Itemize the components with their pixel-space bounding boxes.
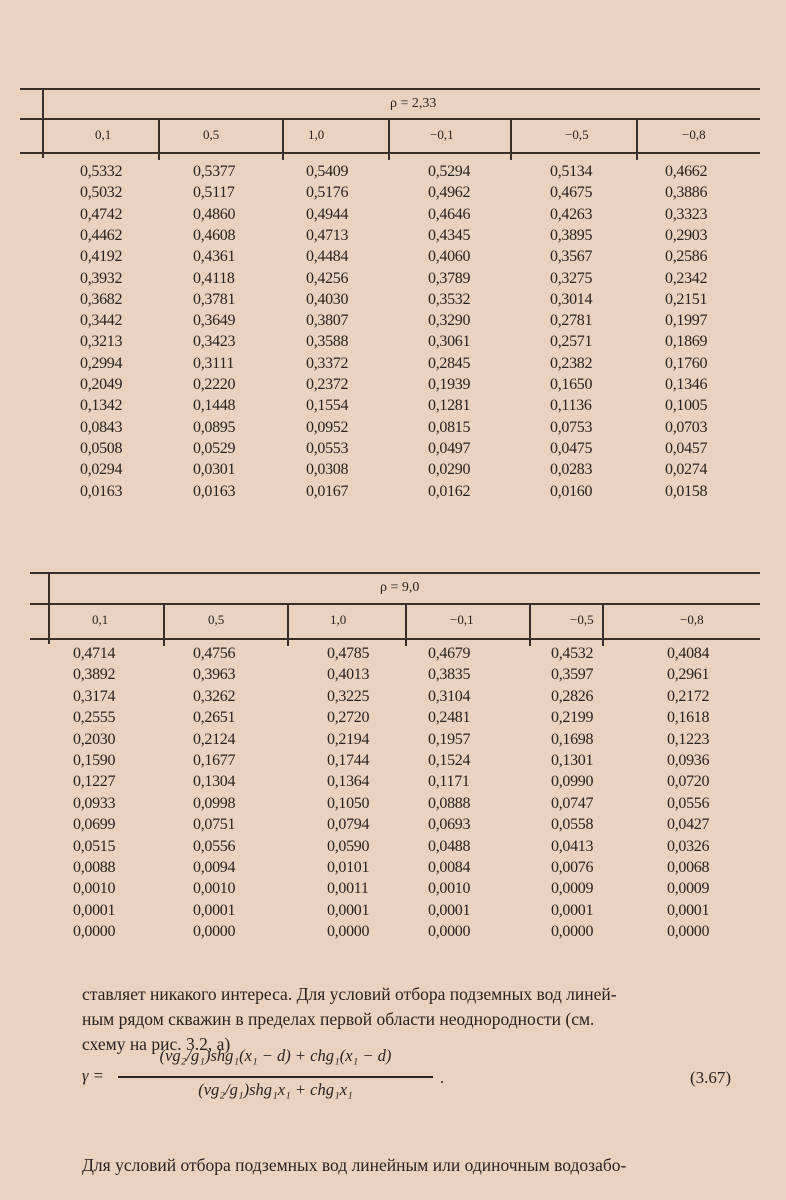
table-cell: 0,0283 [550,461,593,479]
table-rule [30,603,760,605]
table-cell: 0,4060 [428,248,471,266]
table-cell: 0,2049 [80,376,123,393]
table-cell: 0,0163 [80,482,123,500]
table-cell: 0,3275 [550,269,593,287]
table-parameter-label: ρ = 2,33 [390,96,437,111]
formula-period: . [440,1068,445,1087]
last-line: Для условий отбора подземных вод линейным или одиночным водозабо- [82,1155,627,1175]
table-cell: 0,0515 [73,837,116,855]
table-cell: 0,0301 [193,461,236,479]
table-cell: 0,2555 [73,709,116,727]
table-rule-vertical [158,118,160,160]
table-cell: 0,4013 [327,666,370,684]
table-cell: 0,2481 [428,709,471,727]
table-cell: 0,0413 [551,837,594,855]
text-line: схему на рис. 3.2, а) [82,1034,231,1054]
table-cell: 0,1448 [193,397,236,415]
table-cell: 0,0084 [428,859,471,876]
table-cell: 0,0699 [73,816,116,834]
table-cell: 0,4345 [428,226,471,244]
table-cell: 0,3225 [327,687,370,705]
table-cell: 0,0703 [665,418,708,436]
table-cell: 0,3682 [80,290,123,308]
table-cell: 0,2903 [665,226,708,244]
table-cell: 0,1050 [327,794,370,812]
table-cell: 0,3781 [193,290,236,308]
table-cell: 0,0998 [193,794,236,812]
table-cell: 0,1301 [551,752,594,769]
table-cell: 0,5032 [80,184,123,202]
table-cell: 0,2961 [667,666,710,684]
table-cell: 0,0843 [80,418,123,436]
table-cell: 0,2124 [193,730,236,748]
table-cell: 0,5134 [550,163,593,180]
table-cell: 0,0529 [193,439,236,457]
table-cell: 0,1869 [665,333,708,351]
table-cell: 0,4785 [327,645,370,662]
column-header: 0,5 [203,127,220,142]
table-cell: 0,4962 [428,184,471,202]
table-cell: 0,2220 [193,376,236,393]
table-cell: 0,3932 [80,269,123,287]
table-cell: 0,0895 [193,418,236,436]
table-rule-vertical [388,118,390,160]
fraction-bar [118,1076,433,1078]
table-cell: 0,3290 [428,312,471,330]
table-cell: 0,0009 [667,880,710,898]
table-cell: 0,2194 [327,730,370,748]
table-cell: 0,4030 [306,290,349,308]
table-cell: 0,5409 [306,163,349,180]
table-cell: 0,0508 [80,439,123,457]
table-cell: 0,1650 [550,376,593,393]
table-cell: 0,0290 [428,461,471,479]
table-cell: 0,3532 [428,290,471,308]
table-cell: 0,3588 [306,333,349,351]
table-rule-vertical [636,118,638,160]
table-cell: 0,1005 [665,397,708,415]
column-header: 1,0 [308,127,325,142]
table-rule [20,88,760,90]
table-rule-vertical [48,572,50,644]
table-cell: 0,4860 [193,205,236,223]
table-cell: 0,3014 [550,290,593,308]
table-cell: 0,1223 [667,730,710,748]
table-cell: 0,0888 [428,794,471,812]
column-header: −0,8 [680,612,704,627]
table-cell: 0,0158 [665,482,708,500]
table-cell: 0,0167 [306,482,349,500]
table-cell: 0,3061 [428,333,471,351]
table-cell: 0,4084 [667,645,710,662]
text-line: ставляет никакого интереса. Для условий отбора подземных вод линей- [82,984,617,1004]
table-cell: 0,0553 [306,439,349,457]
table-cell: 0,2172 [667,687,710,705]
table-cell: 0,1171 [428,773,470,791]
table-cell: 0,0488 [428,837,471,855]
table-cell: 0,0556 [193,837,236,855]
table-cell: 0,1677 [193,752,236,769]
table-rule [30,572,760,574]
formula-lhs: γ = [82,1066,104,1085]
column-header: −0,1 [450,612,474,627]
table-cell: 0,1342 [80,397,123,415]
table-cell: 0,2571 [550,333,593,351]
table-cell: 0,1744 [327,752,370,769]
table-rule-vertical [602,603,604,646]
table-cell: 0,0001 [73,901,116,919]
table-cell: 0,2720 [327,709,370,727]
table-cell: 0,4662 [665,163,708,180]
table-rule [30,638,760,640]
table-cell: 0,4714 [73,645,116,662]
table-cell: 0,2030 [73,730,116,748]
table-cell: 0,3174 [73,687,116,705]
table-cell: 0,0000 [327,923,370,941]
table-cell: 0,0010 [73,880,116,898]
table-cell: 0,2994 [80,354,123,372]
table-rule [20,118,760,120]
table-cell: 0,0815 [428,418,471,436]
table-cell: 0,4675 [550,184,593,202]
table-cell: 0,0308 [306,461,349,479]
table-cell: 0,0590 [327,837,370,855]
table-cell: 0,0558 [551,816,594,834]
table-cell: 0,3567 [550,248,593,266]
table-cell: 0,0427 [667,816,710,834]
table-cell: 0,3835 [428,666,471,684]
table-cell: 0,2781 [550,312,593,330]
table-cell: 0,0000 [73,923,116,941]
table-cell: 0,1304 [193,773,236,791]
table-cell: 0,5176 [306,184,349,202]
formula-numerator: (νg₂/g₁)shg₁(x₁ − d) + chg₁(x₁ − d) [159,1046,392,1065]
table-cell: 0,0000 [193,923,236,941]
table-cell: 0,3262 [193,687,236,705]
table-cell: 0,1281 [428,397,471,415]
table-rule-vertical [42,88,44,158]
table-cell: 0,3423 [193,333,236,351]
table-cell: 0,0163 [193,482,236,500]
table-rule-vertical [163,603,165,646]
column-header: −0,8 [682,127,706,142]
table-cell: 0,1957 [428,730,471,748]
table-cell: 0,0001 [193,901,236,919]
table-cell: 0,3892 [73,666,116,684]
table-cell: 0,3886 [665,184,708,202]
table-cell: 0,4713 [306,226,349,244]
column-header: −0,5 [565,127,589,142]
table-cell: 0,0720 [667,773,710,791]
table-cell: 0,5117 [193,184,235,202]
table-rule-vertical [405,603,407,646]
table-cell: 0,1698 [551,730,594,748]
table-cell: 0,4608 [193,226,236,244]
table-cell: 0,0753 [550,418,593,436]
table-cell: 0,2826 [551,687,594,705]
table-cell: 0,0933 [73,794,116,812]
table-cell: 0,0001 [551,901,594,919]
table-cell: 0,1227 [73,773,116,791]
formula-denominator: (νg₂/g₁)shg₁x₁ + chg₁x₁ [198,1080,353,1099]
table-cell: 0,0000 [551,923,594,941]
table-cell: 0,0009 [551,880,594,898]
column-header: 0,1 [92,612,109,627]
column-header: 0,5 [208,612,225,627]
table-cell: 0,0001 [327,901,370,919]
table-cell: 0,0497 [428,439,471,457]
table-cell: 0,1590 [73,752,116,769]
table-rule-vertical [282,118,284,160]
table-cell: 0,0274 [665,461,708,479]
table-rule [20,152,760,154]
table-cell: 0,0990 [551,773,594,791]
table-cell: 0,4944 [306,205,349,223]
table-cell: 0,3111 [193,354,235,372]
table-cell: 0,3213 [80,333,123,351]
table-cell: 0,4192 [80,248,123,266]
table-cell: 0,0294 [80,461,123,479]
table-cell: 0,4484 [306,248,349,266]
table-cell: 0,0101 [327,859,370,876]
table-cell: 0,0010 [193,880,236,898]
table-cell: 0,1346 [665,376,708,393]
table-parameter-label: ρ = 9,0 [380,580,420,595]
table-cell: 0,0747 [551,794,594,812]
table-cell: 0,0162 [428,482,471,500]
table-cell: 0,1554 [306,397,349,415]
table-cell: 0,0751 [193,816,236,834]
table-cell: 0,0000 [667,923,710,941]
column-header: 1,0 [330,612,347,627]
equation-number: (3.67) [690,1068,732,1087]
table-cell: 0,5332 [80,163,123,180]
table-cell: 0,2199 [551,709,594,727]
table-cell: 0,1939 [428,376,471,393]
table-cell: 0,4679 [428,645,471,662]
table-cell: 0,3442 [80,312,123,330]
table-cell: 0,0076 [551,859,594,876]
table-cell: 0,1364 [327,773,370,791]
table-cell: 0,0094 [193,859,236,876]
table-cell: 0,2151 [665,290,708,308]
table-cell: 0,0088 [73,859,116,876]
column-header: −0,5 [570,612,594,627]
table-cell: 0,0160 [550,482,593,500]
table-cell: 0,2651 [193,709,236,727]
table-cell: 0,5294 [428,163,471,180]
table-cell: 0,0011 [327,880,369,898]
table-cell: 0,0010 [428,880,471,898]
table-cell: 0,2586 [665,248,708,266]
table-cell: 0,1760 [665,354,708,372]
table-cell: 0,3104 [428,687,471,705]
table-cell: 0,0794 [327,816,370,834]
table-cell: 0,2342 [665,269,708,287]
table-cell: 0,3597 [551,666,594,684]
table-cell: 0,0475 [550,439,593,457]
table-cell: 0,4118 [193,269,235,287]
table-cell: 0,4646 [428,205,471,223]
table-rule-vertical [287,603,289,646]
table-rule-vertical [510,118,512,160]
table-cell: 0,1618 [667,709,710,727]
table-cell: 0,2845 [428,354,471,372]
table-cell: 0,1524 [428,752,471,769]
table-cell: 0,4532 [551,645,594,662]
table-cell: 0,3789 [428,269,471,287]
table-cell: 0,3372 [306,354,349,372]
table-cell: 0,4256 [306,269,349,287]
table-cell: 0,4263 [550,205,593,223]
column-header: −0,1 [430,127,454,142]
table-cell: 0,4756 [193,645,236,662]
table-cell: 0,1136 [550,397,592,415]
table-cell: 0,0936 [667,752,710,769]
table-cell: 0,2372 [306,376,349,393]
table-cell: 0,0326 [667,837,710,855]
table-cell: 0,3649 [193,312,236,330]
table-cell: 0,0693 [428,816,471,834]
table-rule-vertical [529,603,531,646]
table-cell: 0,5377 [193,163,236,180]
table-cell: 0,0457 [665,439,708,457]
table-cell: 0,4742 [80,205,123,223]
table-cell: 0,4361 [193,248,236,266]
text-line: ным рядом скважин в пределах первой области неоднородности (см. [82,1009,595,1029]
table-cell: 0,3323 [665,205,708,223]
table-cell: 0,3963 [193,666,236,684]
table-cell: 0,0556 [667,794,710,812]
table-cell: 0,2382 [550,354,593,372]
table-cell: 0,3807 [306,312,349,330]
table-cell: 0,0000 [428,923,471,941]
table-cell: 0,0068 [667,859,710,876]
table-cell: 0,4462 [80,226,123,244]
table-cell: 0,0952 [306,418,349,436]
table-cell: 0,0001 [428,901,471,919]
column-header: 0,1 [95,127,112,142]
table-cell: 0,0001 [667,901,710,919]
table-cell: 0,3895 [550,226,593,244]
table-cell: 0,1997 [665,312,708,330]
